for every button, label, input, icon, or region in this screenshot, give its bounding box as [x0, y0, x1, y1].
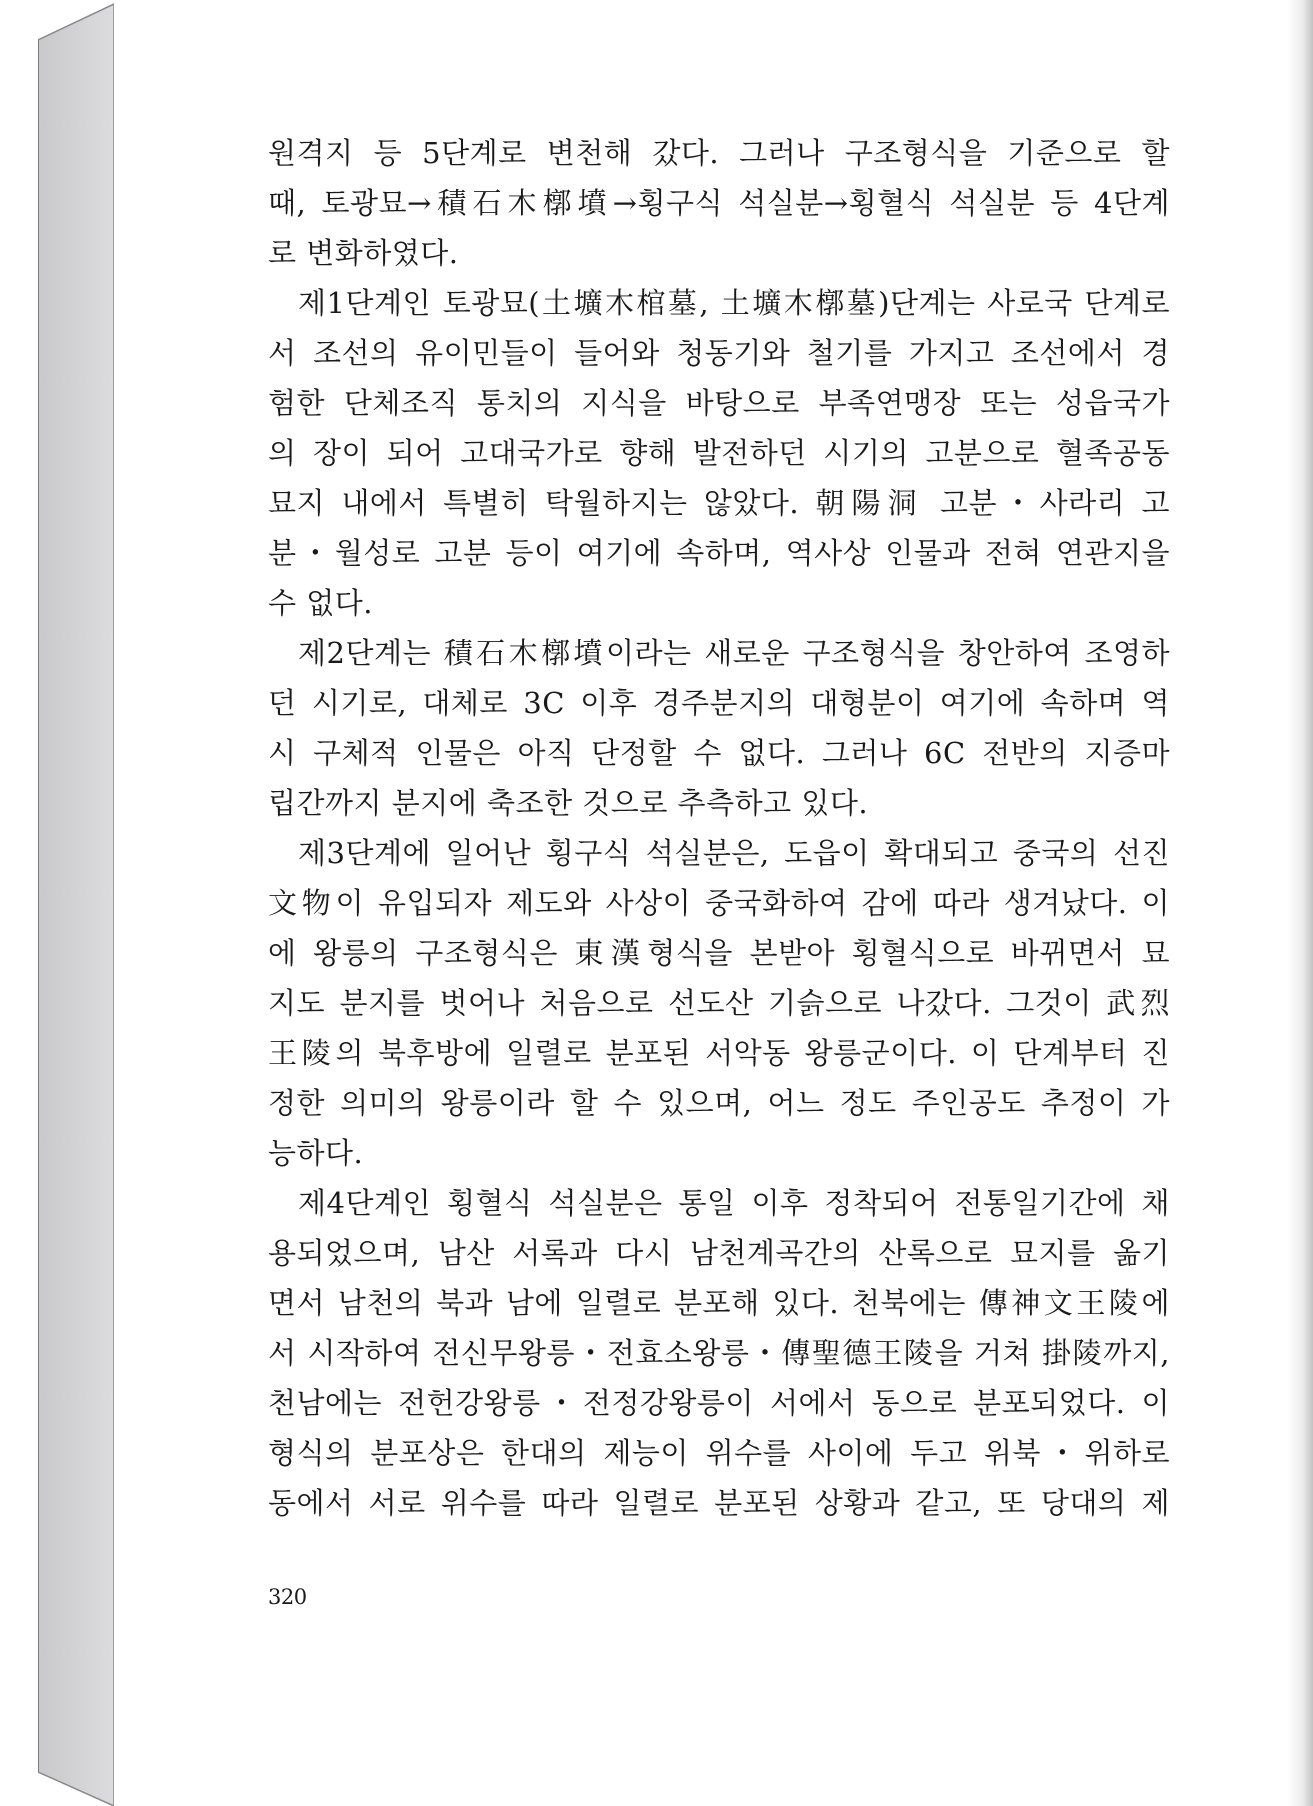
text-line: 서 시작하여 전신무왕릉・전효소왕릉・傳聖德王陵을 거쳐 掛陵까지, [268, 1336, 1170, 1370]
text-line: 시 구체적 인물은 아직 단정할 수 없다. 그러나 6C 전반의 지증마 [268, 736, 1170, 770]
text-line: 수 없다. [268, 586, 373, 620]
text-line: 면서 남천의 북과 남에 일렬로 분포해 있다. 천북에는 傳神文王陵에 [268, 1286, 1170, 1320]
page-edge-shadow [1287, 0, 1313, 1806]
text-line: 용되었으며, 남산 서록과 다시 남천계곡간의 산록으로 묘지를 옮기 [268, 1236, 1170, 1270]
book-spine [38, 0, 114, 1806]
paragraph-3 [268, 628, 1170, 828]
paragraph-2 [268, 278, 1170, 628]
text-line: 립간까지 분지에 축조한 것으로 추측하고 있다. [268, 786, 869, 820]
text-line: 제2단계는 積石木槨墳이라는 새로운 구조형식을 창안하여 조영하 [298, 636, 1170, 670]
text-line: 정한 의미의 왕릉이라 할 수 있으며, 어느 정도 주인공도 추정이 가 [268, 1086, 1170, 1120]
text-line: 에 왕릉의 구조형식은 東漢형식을 본받아 횡혈식으로 바뀌면서 묘 [268, 936, 1170, 970]
text-line: 文物이 유입되자 제도와 사상이 중국화하여 감에 따라 생겨났다. 이 [268, 886, 1170, 920]
text-line: 동에서 서로 위수를 따라 일렬로 분포된 상황과 같고, 또 당대의 제 [268, 1486, 1170, 1520]
text-line: 때, 토광묘→積石木槨墳→횡구식 석실분→횡혈식 석실분 등 4단계 [268, 186, 1170, 220]
text-line: 천남에는 전헌강왕릉・전정강왕릉이 서에서 동으로 분포되었다. 이 [268, 1386, 1170, 1420]
text-line: 능하다. [268, 1136, 364, 1170]
text-line: 묘지 내에서 특별히 탁월하지는 않았다. 朝陽洞 고분・사라리 고 [268, 486, 1170, 520]
text-line: 제3단계에 일어난 횡구식 석실분은, 도읍이 확대되고 중국의 선진 [298, 836, 1170, 870]
text-line: 던 시기로, 대체로 3C 이후 경주분지의 대형분이 여기에 속하며 역 [268, 686, 1170, 720]
text-line: 로 변화하였다. [268, 236, 459, 270]
text-line: 지도 분지를 벗어나 처음으로 선도산 기슭으로 나갔다. 그것이 武烈 [268, 986, 1170, 1020]
text-line: 형식의 분포상은 한대의 제능이 위수를 사이에 두고 위북・위하로 [268, 1436, 1170, 1470]
paragraph-4 [268, 828, 1170, 1178]
text-line: 제1단계인 토광묘(土壙木棺墓, 土壙木槨墓)단계는 사로국 단계로 [298, 286, 1170, 320]
text-line: 분・월성로 고분 등이 여기에 속하며, 역사상 인물과 전혀 연관지을 [268, 536, 1170, 570]
text-line: 제4단계인 횡혈식 석실분은 통일 이후 정착되어 전통일기간에 채 [298, 1186, 1170, 1220]
paragraph-1 [268, 128, 1170, 278]
text-line: 王陵의 북후방에 일렬로 분포된 서악동 왕릉군이다. 이 단계부터 진 [268, 1036, 1170, 1070]
text-line: 의 장이 되어 고대국가로 향해 발전하던 시기의 고분으로 혈족공동 [268, 436, 1170, 470]
text-line: 험한 단체조직 통치의 지식을 바탕으로 부족연맹장 또는 성읍국가 [268, 386, 1170, 420]
page-number: 320 [268, 1585, 307, 1609]
text-line: 서 조선의 유이민들이 들어와 청동기와 철기를 가지고 조선에서 경 [268, 336, 1170, 370]
text-line: 원격지 등 5단계로 변천해 갔다. 그러나 구조형식을 기준으로 할 [268, 136, 1170, 170]
paragraph-5 [268, 1178, 1170, 1528]
body-text [268, 128, 1170, 1528]
